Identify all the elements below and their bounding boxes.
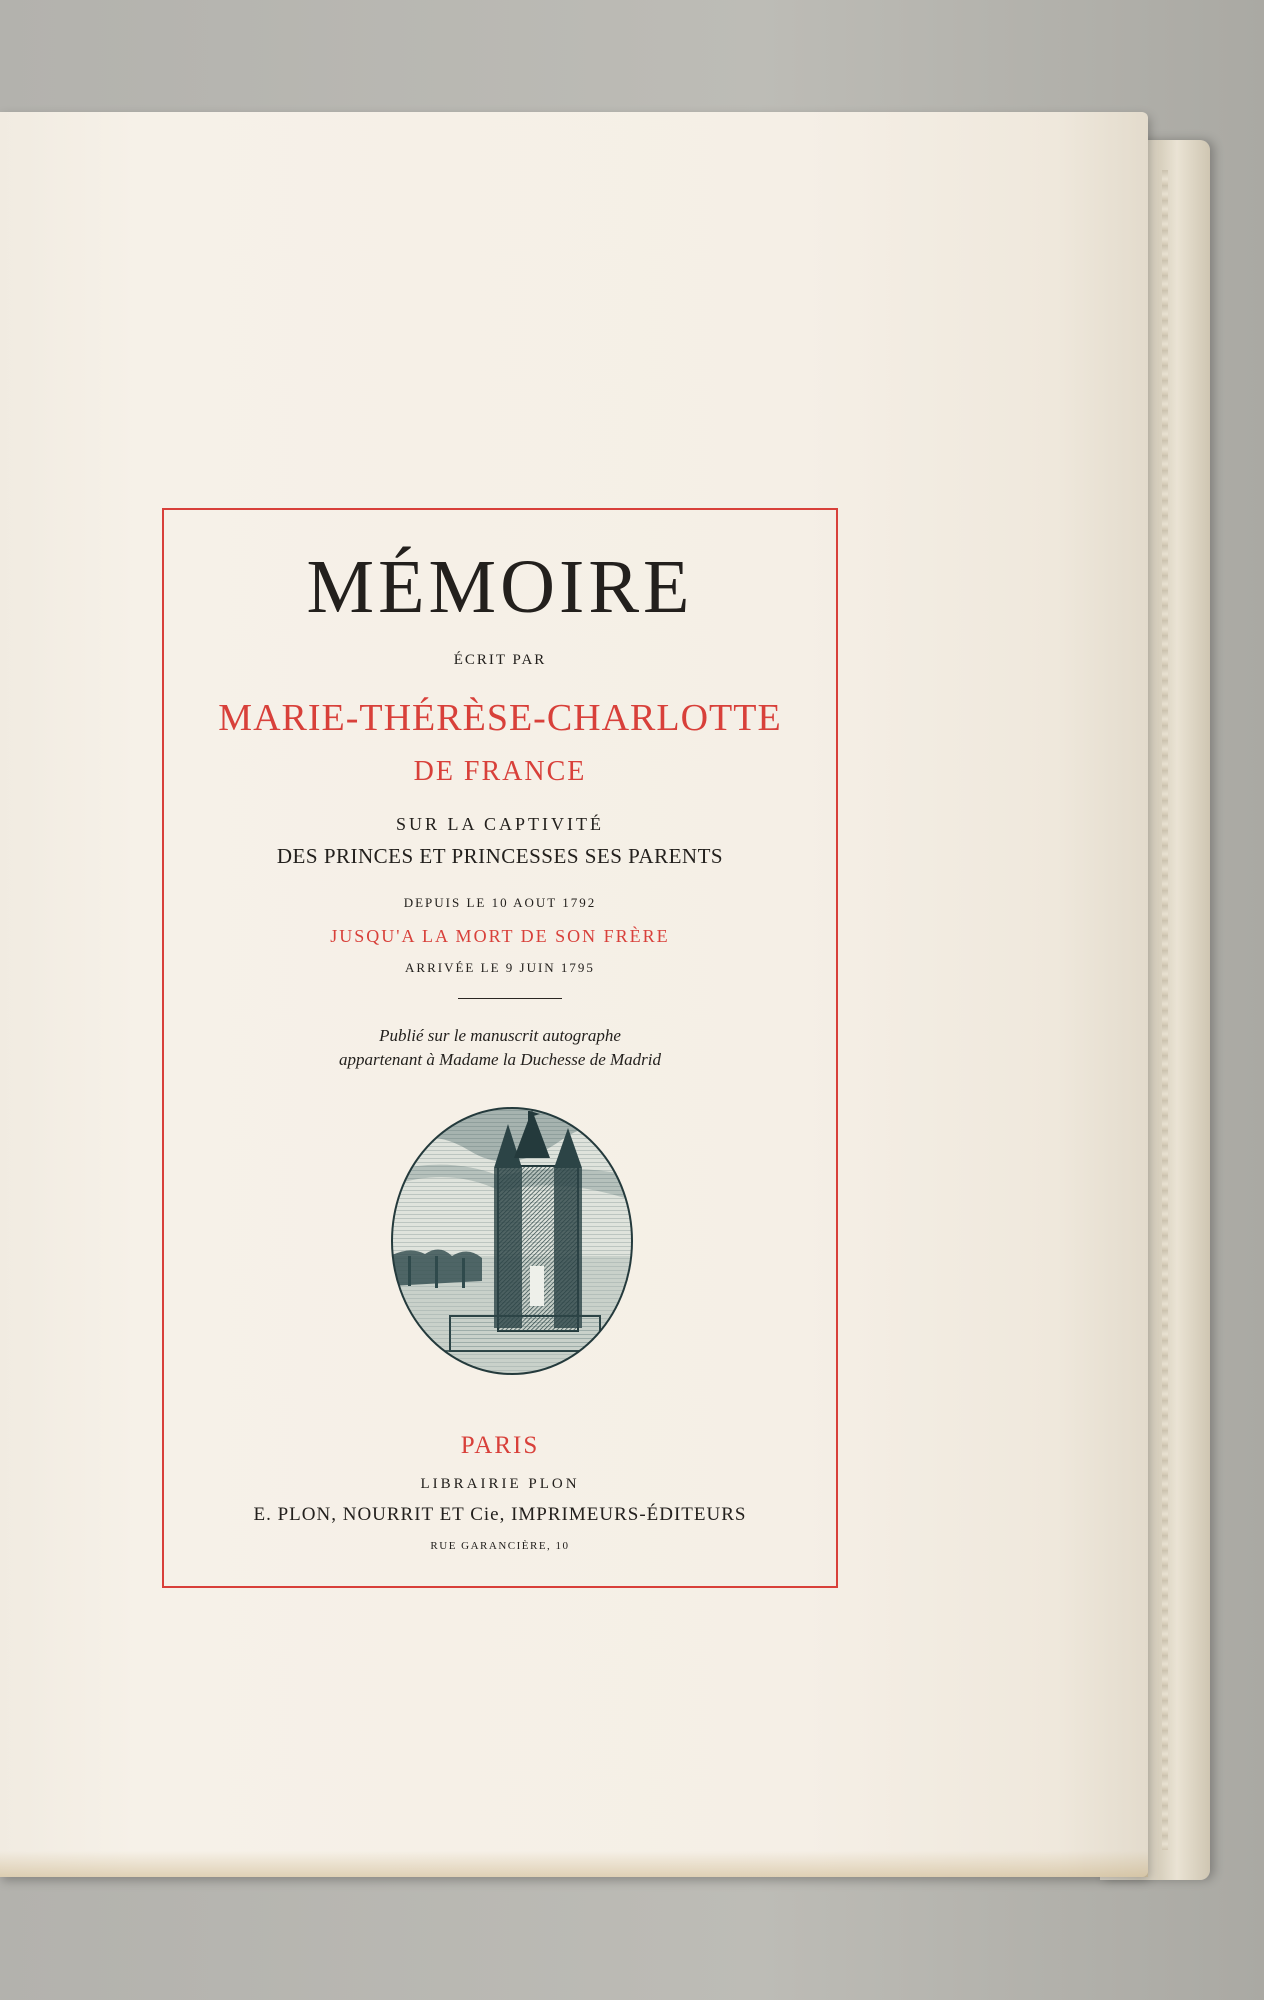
- publisher-address: RUE GARANCIÈRE, 10: [430, 1540, 570, 1552]
- date-event: ARRIVÉE LE 9 JUIN 1795: [405, 960, 595, 975]
- publication-note-2: appartenant à Madame la Duchesse de Madrid: [338, 1050, 661, 1069]
- written-by-line: ÉCRIT PAR: [453, 652, 547, 668]
- book-title: MÉMOIRE: [306, 545, 694, 629]
- author-title: DE FRANCE: [413, 756, 587, 787]
- date-until: JUSQU'A LA MORT DE SON FRÈRE: [330, 926, 670, 946]
- book-page: [0, 112, 1148, 1877]
- publication-place: PARIS: [460, 1432, 540, 1459]
- publisher-name: LIBRAIRIE PLON: [420, 1476, 580, 1492]
- publication-note-1: Publié sur le manuscrit autographe: [379, 1026, 621, 1045]
- divider-rule: [458, 998, 562, 999]
- date-from: DEPUIS LE 10 AOUT 1792: [403, 895, 597, 910]
- author-name: MARIE-THÉRÈSE-CHARLOTTE: [218, 697, 782, 739]
- printers-line: E. PLON, NOURRIT ET Cie, IMPRIMEURS-ÉDITEURS: [253, 1504, 747, 1525]
- subject-line-1: SUR LA CAPTIVITÉ: [395, 814, 604, 834]
- subject-line-2: DES PRINCES ET PRINCESSES SES PARENTS: [276, 844, 724, 868]
- title-page-border: [162, 508, 838, 1588]
- tower-engraving-icon: [390, 1106, 634, 1376]
